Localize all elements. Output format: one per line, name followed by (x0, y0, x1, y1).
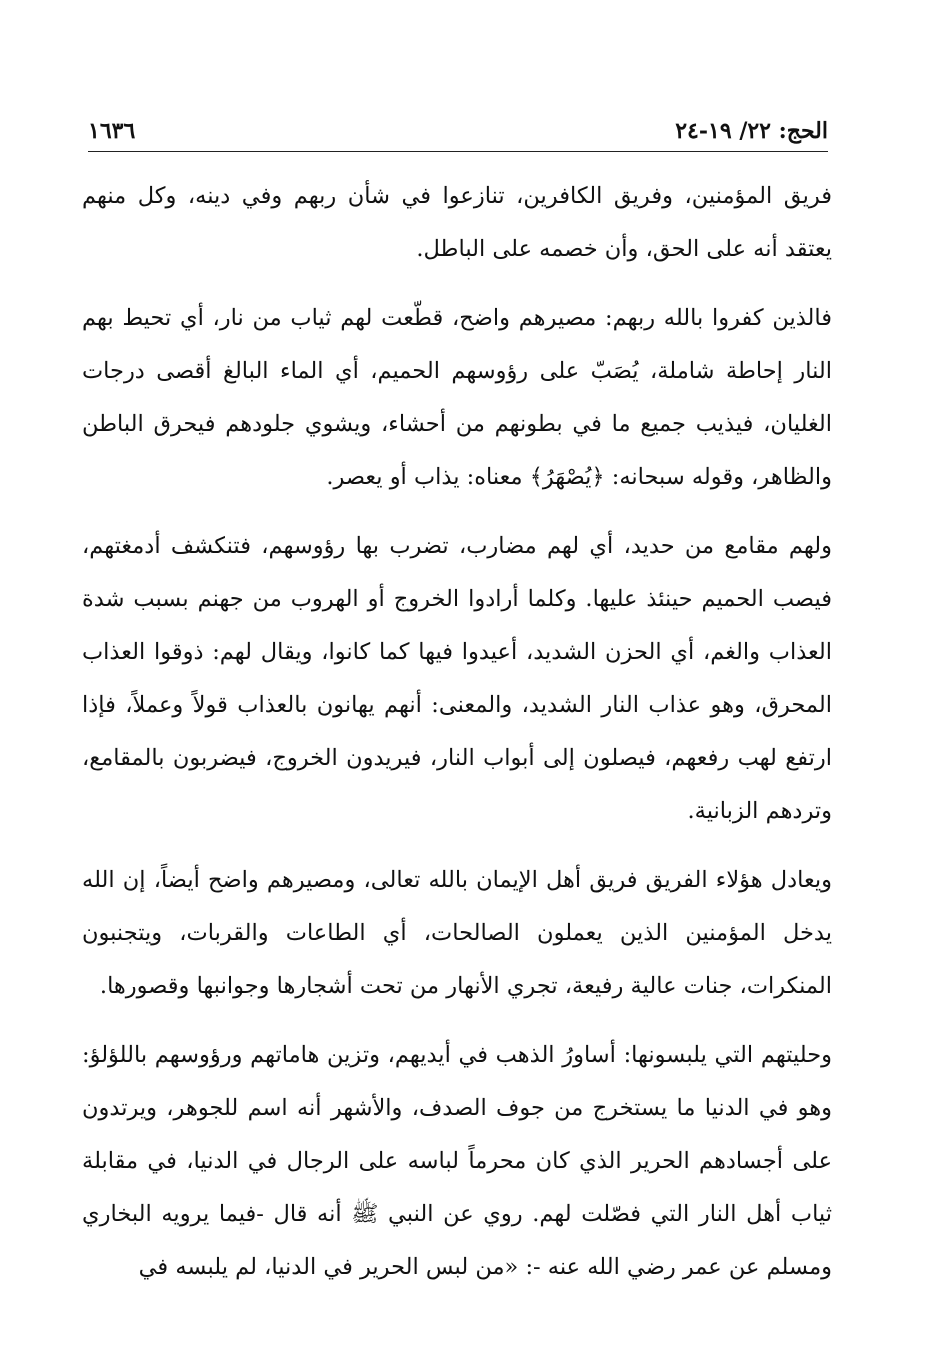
surah-verse-reference: الحج: ٢٢/ ١٩-٢٤ (675, 118, 828, 144)
paragraph: ويعادل هؤلاء الفريق فريق أهل الإيمان بالله تعالى، ومصيرهم واضح أيضاً، إن الله يدخل المؤمنين الذين يعملون الصالحات، أي الطاعات والقربات، ويتجنبون المنكرات، جنات عالية رفيعة، تجري الأنهار من تحت أشجارها وجوانبها وقصورها. (82, 867, 832, 999)
paragraph: فريق المؤمنين، وفريق الكافرين، تنازعوا في شأن ربهم وفي دينه، وكل منهم يعتقد أنه على الحق، وأن خصمه على الباطل. (82, 183, 832, 262)
header-divider (88, 151, 828, 152)
page-header (88, 118, 828, 152)
body-text (82, 170, 832, 1310)
page-number: ١٦٣٦ (88, 118, 136, 144)
paragraph: وحليتهم التي يلبسونها: أساورُ الذهب في أيديهم، وتزين هاماتهم ورؤوسهم باللؤلؤ: وهو في الدنيا ما يستخرج من جوف الصدف، والأشهر أنه اسم للجوهر، ويرتدون على أجسادهم الحرير الذي كان محرماً لباسه على الرجال في الدنيا، في مقابلة ثياب أهل النار التي فصّلت لهم. روي عن النبي ﷺ أنه قال -فيما يرويه البخاري ومسلم عن عمر رضي الله عنه -: «من لبس الحرير في الدنيا، لم يلبسه في (82, 1042, 832, 1280)
paragraph: فالذين كفروا بالله ربهم: مصيرهم واضح، قطّعت لهم ثياب من نار، أي تحيط بهم النار إحاطة شاملة، يُصَبّ على رؤوسهم الحميم، أي الماء البالغ أقصى درجات الغليان، فيذيب جميع ما في بطونهم من أحشاء، ويشوي جلودهم فيحرق الباطن والظاهر، وقوله سبحانه: ﴿يُصْهَرُ﴾ معناه: يذاب أو يعصر. (82, 305, 832, 490)
paragraph: ولهم مقامع من حديد، أي لهم مضارب، تضرب بها رؤوسهم، فتنكشف أدمغتهم، فيصب الحميم حينئذ عليها. وكلما أرادوا الخروج أو الهروب من جهنم بسبب شدة العذاب والغم، أي الحزن الشديد، أعيدوا فيها كما كانوا، ويقال لهم: ذوقوا العذاب المحرق، وهو عذاب النار الشديد، والمعنى: أنهم يهانون بالعذاب قولاً وعملاً، فإذا ارتفع لهب رفعهم، فيصلون إلى أبواب النار، فيريدون الخروج، فيضربون بالمقامع، وتردهم الزبانية. (82, 533, 832, 824)
